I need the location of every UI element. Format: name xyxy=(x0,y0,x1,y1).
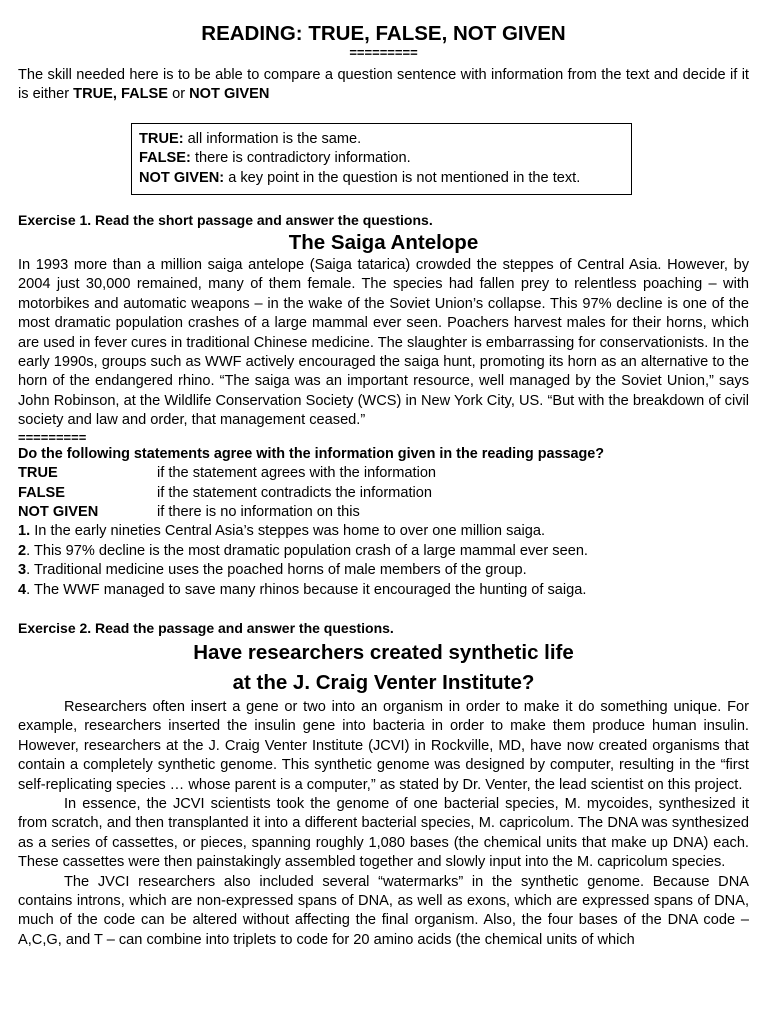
key-label: NOT GIVEN xyxy=(18,503,99,520)
statement-2 xyxy=(18,542,749,561)
exercise2-paragraph-3: The JVCI researchers also included several “watermarks” in the synthetic genome. Because DNA contains introns, which are non-expressed spans of DNA, as well as exons, which are expressed spans of DNA, much of the code can be altered without affecting the final organism. Also, the four bases of the DNA code – A,C,G, and T – can combine into triplets to code for 20 amino acids (the chemical units of which xyxy=(18,873,749,948)
key-label: TRUE xyxy=(18,465,58,482)
statement-1 xyxy=(18,522,749,541)
statement-number: 2 xyxy=(18,542,27,559)
exercise2-heading: Exercise 2. Read the passage and answer the questions. xyxy=(18,619,394,636)
definition-text: a key point in the question is not mentioned in the text. xyxy=(224,169,581,186)
definition-false xyxy=(139,149,623,168)
exercise2-title-line2: at the J. Craig Venter Institute? xyxy=(232,670,535,694)
statement-number: 3 xyxy=(18,562,27,579)
intro-text: The skill needed here is to be able to compare a question sentence with information from the text and decide if it is either xyxy=(18,67,749,103)
key-meaning: if there is no information on this xyxy=(157,503,360,520)
answer-key-false xyxy=(18,484,749,503)
definitions-box xyxy=(131,123,632,195)
page-title: READING: TRUE, FALSE, NOT GIVEN xyxy=(201,22,566,45)
statement-number: 4 xyxy=(18,581,27,598)
definition-term: TRUE: xyxy=(139,130,184,147)
answer-key-true xyxy=(18,464,749,483)
statement-text: . Traditional medicine uses the poached horns of male members of the group. xyxy=(26,562,527,579)
exercise1-title: The Saiga Antelope xyxy=(288,231,479,255)
statement-3 xyxy=(18,561,749,580)
definition-text: all information is the same. xyxy=(183,130,362,147)
key-label: FALSE xyxy=(18,484,66,501)
intro-or: or xyxy=(168,86,190,103)
intro-true-false: TRUE, FALSE xyxy=(73,86,169,103)
exercise1-heading: Exercise 1. Read the short passage and answer the questions. xyxy=(18,212,433,229)
exercise2-paragraph-1: Researchers often insert a gene or two into an organism in order to make it do something unique. For example, researchers inserted the insulin gene into bacteria in order to make them produce human insulin. However, researchers at the J. Craig Venter Institute (JCVI) in Rockville, MD, have now created organisms that contain a completely synthetic genome. This synthetic genome was designed by computer, resulting in the “first self-replicating species … whose parent is a computer,” as stated by Dr. Venter, the lead scientist on this project. xyxy=(18,698,749,793)
intro-not-given: NOT GIVEN xyxy=(189,86,270,103)
title-separator: ========= xyxy=(349,45,418,60)
exercise2-paragraph-2: In essence, the JCVI scientists took the genome of one bacterial species, M. mycoides, synthesized it from scratch, and then transplanted it into a different bacterial species, M. capricolum. The DNA was synthesized as a series of cassettes, or pieces, spanning roughly 1,080 bases (the chemical units that make up DNA) each. These cassettes were then painstakingly assembled together and slowly input into the M. capricolum species. xyxy=(18,795,749,871)
answer-key-not-given xyxy=(18,503,749,522)
key-meaning: if the statement agrees with the information xyxy=(157,465,437,482)
definition-term: FALSE: xyxy=(139,150,191,167)
definition-not-given xyxy=(139,169,623,188)
exercise1-passage: In 1993 more than a million saiga antelope (Saiga tatarica) crowded the steppes of Central Asia. However, by 2004 just 30,000 remained, many of them female. The species had fallen prey to relentless poaching – with motorbikes and automatic weapons – in the wake of the Soviet Union’s collapse. This 97% decline is one of the most dramatic population crashes of a large mammal ever seen. Poachers harvest males for their horns, which are used in fever cures in traditional Chinese medicine. The slaughter is embarrassing for conservationists. In the early 1990s, groups such as WWF actively encouraged the saiga hunt, promoting its horn as an alternative to the horn of the endangered rhino. “The saiga was an important resource, well managed by the Soviet Union,” says John Robinson, at the Wildlife Conservation Society (WCS) in New York City, US. “But with the breakdown of civil society and law and order, that management ceased.” xyxy=(18,257,749,429)
question-heading: Do the following statements agree with the information given in the reading passage? xyxy=(18,445,605,462)
statement-4 xyxy=(18,581,749,600)
definition-text: there is contradictory information. xyxy=(190,150,411,167)
statement-text: . The WWF managed to save many rhinos because it encouraged the hunting of saiga. xyxy=(26,581,587,598)
exercise2-title-line1: Have researchers created synthetic life xyxy=(193,640,574,664)
definition-true xyxy=(139,130,623,149)
statement-number: 1. xyxy=(18,523,31,540)
definition-term: NOT GIVEN: xyxy=(139,169,225,186)
key-meaning: if the statement contradicts the information xyxy=(157,484,432,501)
exercise1-separator: ========= xyxy=(18,429,87,445)
statement-text: . This 97% decline is the most dramatic population crash of a large mammal ever seen. xyxy=(26,542,588,559)
intro-paragraph xyxy=(18,66,749,105)
statement-text: In the early nineties Central Asia’s steppes was home to over one million saiga. xyxy=(30,523,546,540)
